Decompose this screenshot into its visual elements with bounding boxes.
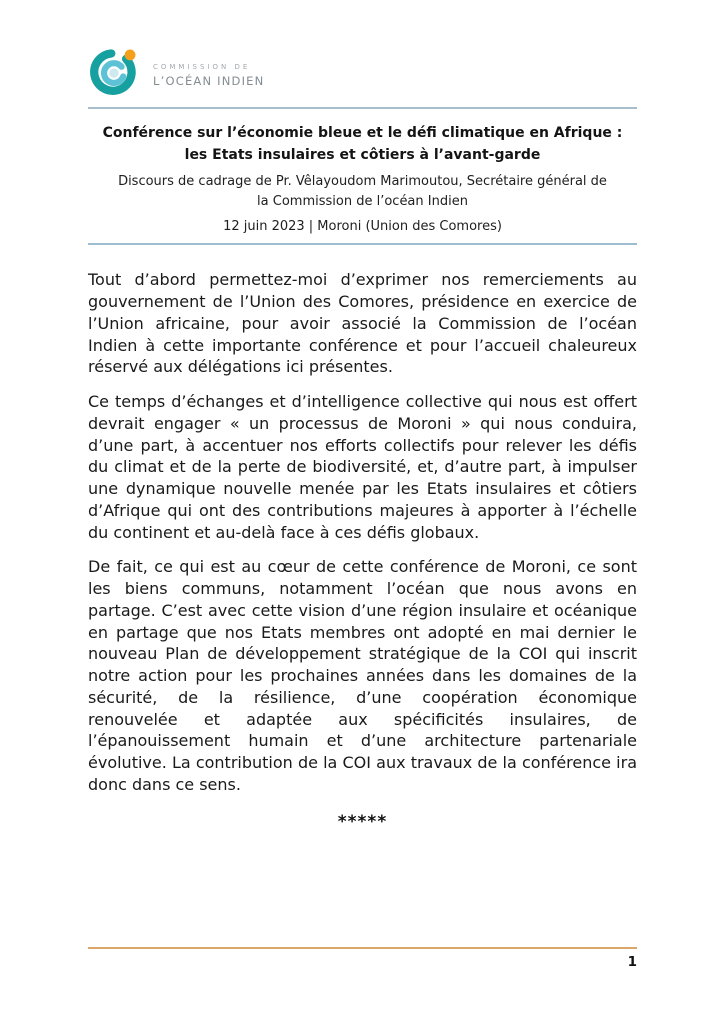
page-header (0, 0, 724, 109)
document-title: Conférence sur l’économie bleue et le défi climatique en Afrique : les Etats insulaires et côtiers à l’avant-garde (102, 125, 623, 163)
body-paragraph: Tout d’abord permettez-moi d’exprimer nos remerciements au gouvernement de l’Union des Comores, présidence en exercice de l’Union africaine, pour avoir associé la Commission de l’océan Indien à cette importante conférence et pour l’accueil chaleureux réservé aux délégations ici présentes. (88, 270, 637, 377)
logo-org-line1: COMMISSION DE (153, 62, 251, 71)
section-separator: ***** (337, 811, 388, 832)
coi-swirl-logo-icon (88, 43, 142, 101)
page-footer (88, 947, 637, 970)
coi-logo (88, 44, 637, 100)
title-block (0, 109, 724, 234)
body-paragraph: De fait, ce qui est au cœur de cette conférence de Moroni, ce sont les biens communs, notamment l’océan que nous avons en partage. C’est avec cette vision d’une région insulaire et océanique en partage que nos Etats membres ont adopté en mai dernier le nouveau Plan de développement stratégique de la COI qui inscrit notre action pour les prochaines années dans les domaines de la sécurité, de la résilience, d’une coopération économique renouvelée et adaptée aux spécificités insulaires, de l’épanouissement humain et d’une architecture partenariale évolutive. La contribution de la COI aux travaux de la conférence ira donc dans ce sens. (88, 557, 637, 794)
document-dateline: 12 juin 2023 | Moroni (Union des Comores) (223, 219, 502, 235)
footer-divider (88, 947, 637, 949)
logo-org-line2: L’OCÉAN INDIEN (153, 73, 265, 88)
document-subtitle: Discours de cadrage de Pr. Vêlayoudom Marimoutou, Secrétaire général de la Commission de l’océan Indien (118, 174, 607, 209)
page-number: 1 (627, 954, 637, 970)
body-paragraph: Ce temps d’échanges et d’intelligence collective qui nous est offert devrait engager « un processus de Moroni » qui nous conduira, d’une part, à accentuer nos efforts collectifs pour relever les défis du climat et de la perte de biodiversité, et, d’autre part, à impulser une dynamique nouvelle menée par les Etats insulaires et côtiers d’Afrique qui ont des contributions majeures à apporter à l’échelle du continent et au-delà face à ces défis globaux. (88, 392, 637, 542)
coi-logo-wordmark (153, 57, 264, 88)
document-body (0, 245, 724, 831)
